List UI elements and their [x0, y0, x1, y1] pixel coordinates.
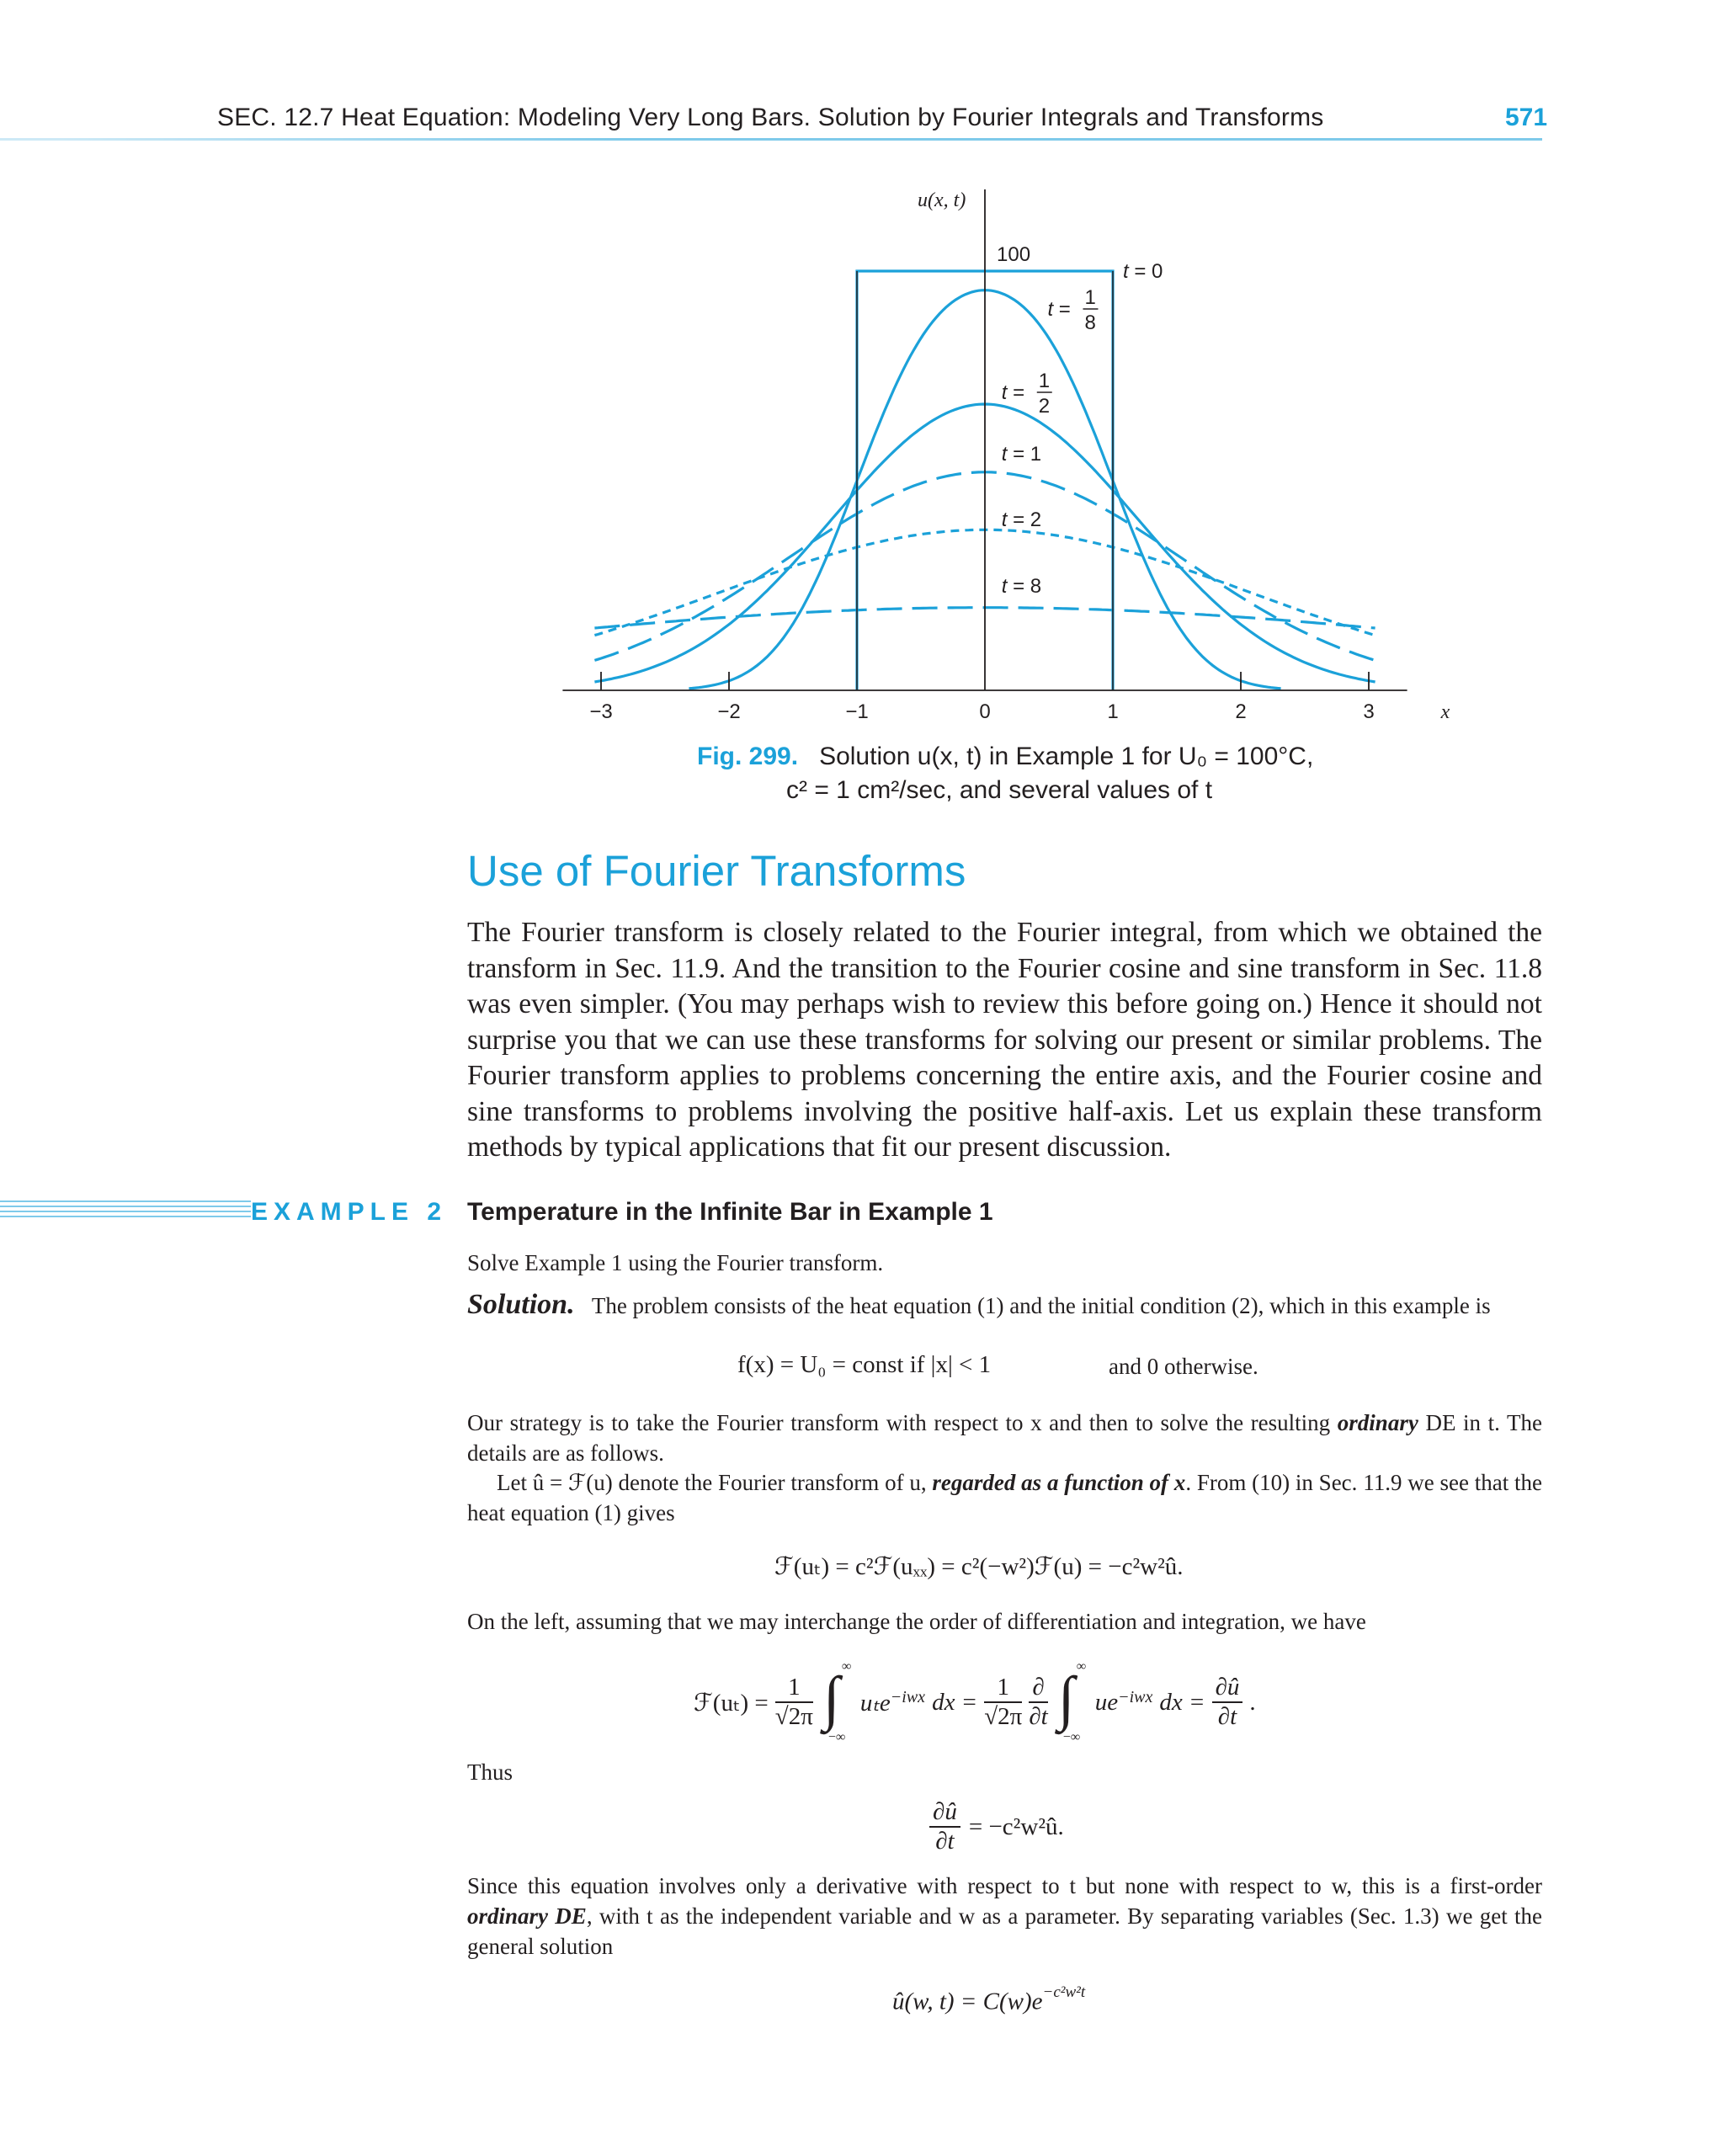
integral-fraction-2	[984, 1674, 1022, 1731]
x-tick-label: 2	[1235, 700, 1247, 723]
section-heading: Use of Fourier Transforms	[467, 847, 966, 895]
upper-limit: ∞	[841, 1659, 852, 1674]
x-tick-label: −1	[845, 700, 869, 723]
ode-rhs: = −c²w²û.	[968, 1813, 1064, 1840]
equation-general-solution	[892, 1983, 1086, 2016]
left-assumption-text: On the left, assuming that we may interchange the order of differentiation and integration, we have	[467, 1609, 1366, 1634]
lower-limit: −∞	[827, 1730, 846, 1744]
figure-caption-line2: c² = 1 cm²/sec, and several values of t	[786, 776, 1213, 804]
equation-fx-right: and 0 otherwise.	[1109, 1354, 1258, 1379]
label-t1: t = 1	[1001, 443, 1042, 466]
equation-transform: ℱ(uₜ) = c²ℱ(uₓₓ) = c²(−w²)ℱ(u) = −c²w²û.	[774, 1553, 1184, 1580]
label-t18-den: 8	[1084, 311, 1096, 334]
label-t12-den: 2	[1038, 395, 1051, 418]
upper-limit: ∞	[1076, 1659, 1087, 1674]
frac-den: ∂t	[1217, 1703, 1237, 1730]
label-t12-num: 1	[1038, 370, 1051, 392]
label-t18-num: 1	[1084, 286, 1096, 309]
thus-text: Thus	[467, 1759, 513, 1785]
integral-sign-1: ∫ ∞ −∞	[822, 1659, 852, 1744]
heat-solution-chart	[556, 181, 1448, 737]
frac-den: √2π	[984, 1703, 1023, 1730]
running-header-section: SEC. 12.7 Heat Equation: Modeling Very Long Bars. Solution by Fourier Integrals and Transforms	[217, 104, 1324, 131]
label-t0: t = 0	[1123, 260, 1163, 283]
integral-result-fraction	[1212, 1674, 1243, 1731]
frac-den: ∂t	[935, 1828, 955, 1855]
intro-paragraph: The Fourier transform is closely related to the Fourier integral, from which we obtained the transform in Sec. 11.9. And the transition to the Fourier cosine and sine transform in Sec. 11.8 was even simpler. (You may perhaps wish to review this before going on.) Hence it should not surprise you that we can use these transforms for solving our present or similar problems. The Fourier transform applies to problems concerning the entire axis, and the Fourier cosine and sine transforms to problems involving the positive half-axis. Let us explain these transform methods by typical applications that fit our present discussion.	[467, 917, 1542, 1163]
y-value-100: 100	[997, 243, 1031, 266]
let-emphasis: regarded as a function of x	[932, 1470, 1186, 1495]
x-tick-label: −3	[589, 700, 613, 723]
let-text-c: . From (10) in Sec. 11.9 we see that the heat equation (1) gives	[467, 1470, 1543, 1525]
equation-ode	[929, 1798, 1064, 1855]
integrand-exponent-1: −iwx	[890, 1687, 926, 1706]
x-tick-label: 3	[1363, 700, 1375, 723]
example-task: Solve Example 1 using the Fourier transform.	[467, 1250, 884, 1275]
general-solution-base: û(w, t) = C(w)e	[892, 1988, 1043, 2015]
x-tick-label: −2	[717, 700, 741, 723]
since-text-c: , with t as the independent variable and w as a parameter. By separating variables (Sec. 1.3) we get the general solution	[467, 1903, 1542, 1959]
frac-den: √2π	[774, 1703, 813, 1730]
solution-paragraph	[467, 1290, 1542, 1321]
x-tick-label: 1	[1107, 700, 1119, 723]
integrand-1: uₜe	[859, 1689, 891, 1717]
equation-fx: f(x) = U₀ = const if |x| < 1	[737, 1351, 992, 1378]
since-emphasis: ordinary DE	[467, 1903, 587, 1929]
frac-num: 1	[775, 1674, 813, 1703]
figure-caption-line1	[697, 743, 1313, 771]
frac-num: ∂û	[1212, 1674, 1243, 1703]
ode-fraction	[929, 1798, 960, 1855]
x-tick-label: 0	[979, 700, 991, 723]
since-text-a: Since this equation involves only a derivative with respect to t but none with respect to w, this is a first-order	[467, 1873, 1542, 1898]
integral-dx-1: dx =	[932, 1688, 978, 1716]
frac-num: ∂û	[929, 1798, 960, 1828]
figure-caption-text: Solution u(x, t) in Example 1 for U₀ = 100°C,	[819, 743, 1314, 770]
partial-operator	[1029, 1674, 1047, 1731]
x-axis-label: x	[1440, 701, 1450, 723]
let-paragraph	[467, 1467, 1542, 1528]
label-t18: t =	[1047, 298, 1071, 321]
example-title: Temperature in the Infinite Bar in Example 1	[467, 1198, 993, 1226]
label-t12: t =	[1001, 381, 1025, 404]
solution-label: Solution.	[467, 1289, 575, 1320]
y-axis-label: u(x, t)	[918, 189, 966, 211]
page-number: 571	[1505, 104, 1548, 131]
strategy-paragraph	[467, 1408, 1542, 1468]
chart-labels	[589, 189, 1450, 723]
integral-dx-2: dx =	[1159, 1688, 1205, 1716]
strategy-emphasis: ordinary	[1337, 1410, 1418, 1435]
label-t2: t = 2	[1001, 508, 1042, 531]
integral-fraction-1	[775, 1674, 813, 1731]
frac-num: ∂	[1029, 1674, 1047, 1703]
let-text-a: Let û = ℱ(u) denote the Fourier transform of u,	[497, 1470, 933, 1495]
since-paragraph	[467, 1871, 1542, 1962]
integrand-exponent-2: −iwx	[1118, 1687, 1153, 1706]
integrand-2: ue	[1094, 1688, 1119, 1716]
general-solution-exponent: −c²w²t	[1042, 1983, 1086, 2001]
frac-den: ∂t	[1029, 1703, 1048, 1730]
frac-num: 1	[984, 1674, 1022, 1703]
figure-label: Fig. 299.	[697, 743, 799, 770]
strategy-text-c: DE in t. The details are as follows.	[467, 1410, 1543, 1466]
solution-text: The problem consists of the heat equation (1) and the initial condition (2), which in this example is	[591, 1293, 1491, 1318]
lower-limit: −∞	[1062, 1730, 1081, 1744]
example-label: EXAMPLE 2	[251, 1198, 448, 1226]
integral-sign-2: ∫ ∞ −∞	[1057, 1659, 1087, 1744]
chart-axes	[562, 189, 1407, 690]
header-rule	[0, 138, 1542, 141]
label-t8: t = 8	[1001, 575, 1042, 598]
integral-lhs: ℱ(uₜ) =	[694, 1689, 769, 1717]
strategy-text-a: Our strategy is to take the Fourier transform with respect to x and then to solve the resulting	[467, 1410, 1338, 1435]
equation-integral: ℱ(uₜ) = $\frac{1}{√2\pi}$ ∫ ∞ −∞ uₜe $^{-iwx}$ dx = $\frac{1}{√2\pi}$ $\frac{\partial}{\partial t}$ ∫ ∞ −∞ ue $^{-iwx}$ dx = $\frac{\partial û}{\partial t}$ .	[694, 1659, 1256, 1744]
